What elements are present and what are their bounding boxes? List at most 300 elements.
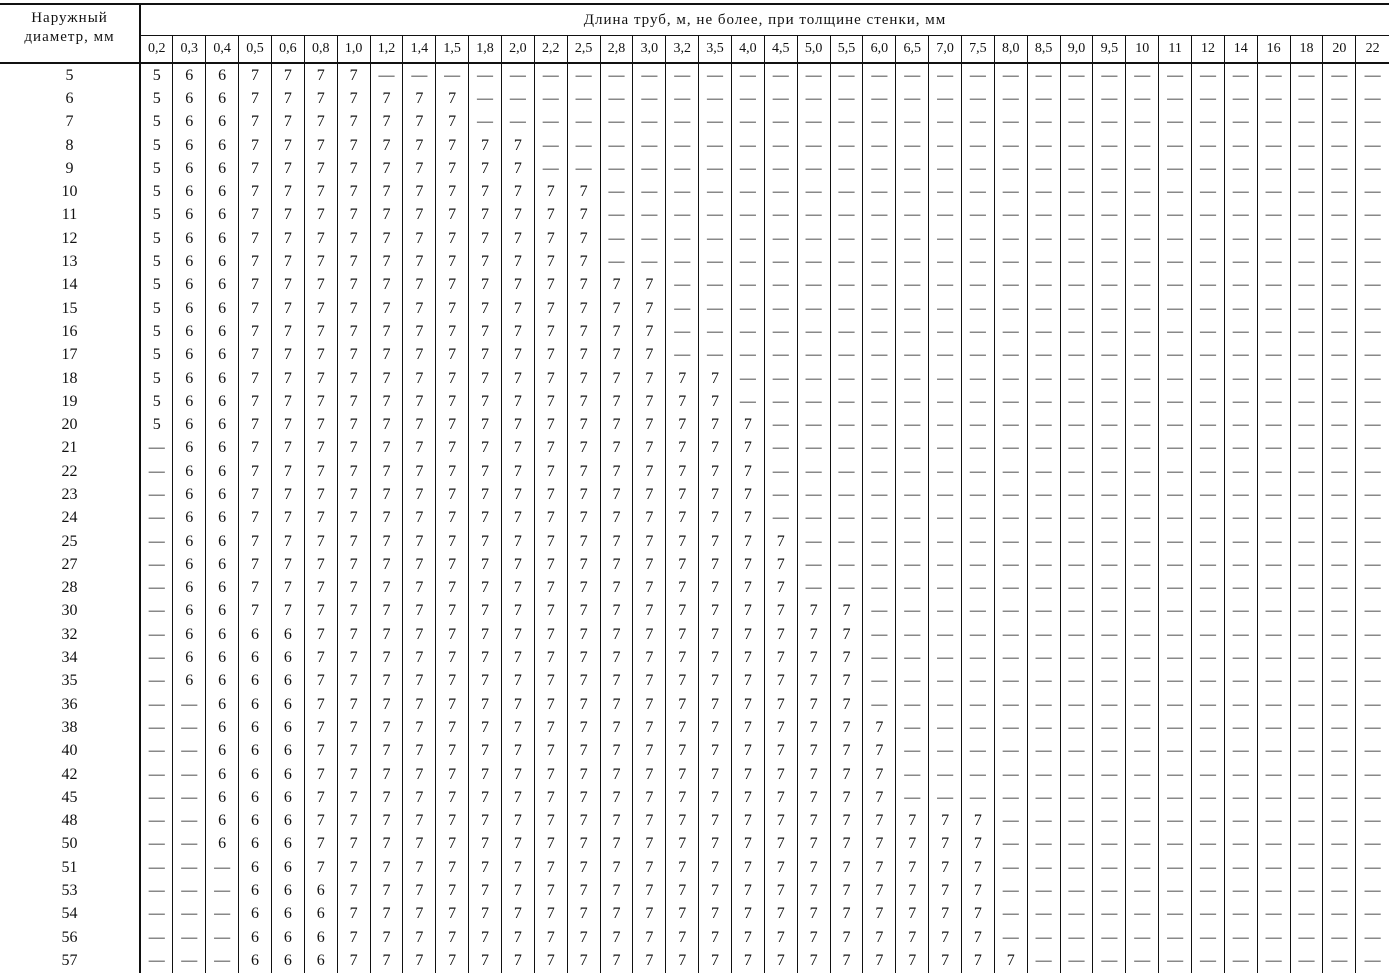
max-length-cell: 7 — [567, 810, 600, 833]
max-length-cell: — — [1126, 949, 1159, 972]
outer-diameter-cell: 27 — [0, 553, 140, 576]
max-length-cell: 7 — [764, 949, 797, 972]
max-length-cell: 7 — [403, 297, 436, 320]
max-length-cell: 7 — [403, 716, 436, 739]
max-length-cell: 7 — [764, 740, 797, 763]
max-length-cell: — — [1290, 623, 1323, 646]
max-length-cell: — — [731, 297, 764, 320]
max-length-cell: 6 — [173, 670, 206, 693]
max-length-cell: — — [994, 553, 1027, 576]
max-length-cell: — — [1159, 250, 1192, 273]
max-length-cell: 7 — [534, 530, 567, 553]
max-length-cell: — — [962, 367, 995, 390]
max-length-cell: — — [1356, 670, 1389, 693]
max-length-cell: 7 — [666, 740, 699, 763]
max-length-cell: 5 — [140, 63, 173, 87]
max-length-cell: — — [929, 577, 962, 600]
max-length-cell: — — [929, 763, 962, 786]
max-length-cell: 6 — [173, 134, 206, 157]
max-length-cell: — — [1093, 390, 1126, 413]
max-length-cell: 7 — [534, 413, 567, 436]
max-length-cell: 7 — [764, 856, 797, 879]
max-length-cell: 7 — [337, 87, 370, 110]
max-length-cell: 7 — [600, 810, 633, 833]
max-length-cell: — — [731, 227, 764, 250]
max-length-cell: 7 — [567, 833, 600, 856]
max-length-cell: — — [1159, 297, 1192, 320]
max-length-cell: 7 — [830, 600, 863, 623]
max-length-cell: — — [1192, 413, 1225, 436]
max-length-cell: 7 — [699, 856, 732, 879]
max-length-cell: — — [863, 134, 896, 157]
wall-thickness-header-cell: 12 — [1192, 36, 1225, 64]
max-length-cell: — — [1159, 833, 1192, 856]
max-length-cell: 6 — [206, 670, 239, 693]
max-length-cell: — — [1192, 833, 1225, 856]
max-length-cell: 7 — [534, 926, 567, 949]
max-length-cell: — — [1027, 903, 1060, 926]
max-length-cell: 7 — [304, 856, 337, 879]
max-length-cell: — — [1192, 250, 1225, 273]
outer-diameter-cell: 56 — [0, 926, 140, 949]
max-length-cell: 7 — [534, 623, 567, 646]
max-length-cell: — — [896, 600, 929, 623]
wall-thickness-header-cell: 18 — [1290, 36, 1323, 64]
max-length-cell: 7 — [501, 670, 534, 693]
max-length-cell: 7 — [699, 786, 732, 809]
max-length-cell: 7 — [469, 670, 502, 693]
max-length-cell: 7 — [436, 157, 469, 180]
max-length-cell: 7 — [863, 833, 896, 856]
max-length-cell: 7 — [666, 460, 699, 483]
max-length-cell: 7 — [830, 856, 863, 879]
max-length-cell: 7 — [830, 740, 863, 763]
max-length-cell: — — [1323, 786, 1356, 809]
max-length-cell: 6 — [271, 926, 304, 949]
max-length-cell: 7 — [764, 553, 797, 576]
max-length-cell: — — [567, 87, 600, 110]
max-length-cell: 7 — [370, 134, 403, 157]
max-length-cell: 7 — [666, 903, 699, 926]
max-length-cell: 7 — [370, 670, 403, 693]
max-length-cell: — — [1290, 297, 1323, 320]
max-length-cell: 7 — [501, 297, 534, 320]
max-length-cell: — — [1356, 413, 1389, 436]
max-length-cell: — — [1290, 670, 1323, 693]
max-length-cell: 6 — [271, 810, 304, 833]
max-length-cell: — — [1192, 390, 1225, 413]
max-length-cell: 7 — [863, 903, 896, 926]
max-length-cell: — — [173, 949, 206, 972]
max-length-cell: 7 — [304, 320, 337, 343]
max-length-cell: 7 — [436, 437, 469, 460]
max-length-cell: — — [173, 786, 206, 809]
max-length-cell: 7 — [403, 483, 436, 506]
max-length-cell: — — [929, 530, 962, 553]
max-length-cell: 7 — [304, 390, 337, 413]
max-length-cell: — — [863, 227, 896, 250]
max-length-cell: — — [1323, 227, 1356, 250]
max-length-cell: 7 — [567, 320, 600, 343]
max-length-cell: — — [896, 716, 929, 739]
max-length-cell: — — [1192, 577, 1225, 600]
max-length-cell: — — [1224, 763, 1257, 786]
max-length-cell: 7 — [436, 274, 469, 297]
max-length-cell: — — [830, 157, 863, 180]
max-length-cell: — — [1093, 507, 1126, 530]
max-length-cell: — — [666, 344, 699, 367]
max-length-cell: 7 — [370, 949, 403, 972]
max-length-cell: — — [1159, 553, 1192, 576]
table-row — [0, 810, 1389, 833]
max-length-cell: — — [1323, 600, 1356, 623]
max-length-cell: — — [797, 297, 830, 320]
max-length-cell: 6 — [271, 623, 304, 646]
max-length-cell: — — [1290, 274, 1323, 297]
max-length-cell: — — [1027, 63, 1060, 87]
max-length-cell: — — [1356, 344, 1389, 367]
max-length-cell: 7 — [600, 483, 633, 506]
max-length-cell: 7 — [337, 320, 370, 343]
table-row — [0, 390, 1389, 413]
max-length-cell: 7 — [337, 367, 370, 390]
max-length-cell: 7 — [436, 134, 469, 157]
max-length-cell: 7 — [436, 716, 469, 739]
max-length-cell: — — [994, 437, 1027, 460]
max-length-cell: 6 — [206, 530, 239, 553]
max-length-cell: — — [962, 553, 995, 576]
max-length-cell: 7 — [863, 810, 896, 833]
table-row — [0, 134, 1389, 157]
max-length-cell: — — [994, 483, 1027, 506]
max-length-cell: 7 — [633, 763, 666, 786]
max-length-cell: — — [666, 180, 699, 203]
max-length-cell: 7 — [337, 646, 370, 669]
max-length-cell: — — [1126, 390, 1159, 413]
max-length-cell: — — [1323, 693, 1356, 716]
max-length-cell: 6 — [206, 553, 239, 576]
max-length-cell: — — [1192, 530, 1225, 553]
max-length-cell: 7 — [304, 577, 337, 600]
max-length-cell: 7 — [501, 227, 534, 250]
max-length-cell: 7 — [436, 763, 469, 786]
table-row — [0, 926, 1389, 949]
max-length-cell: — — [994, 413, 1027, 436]
max-length-cell: — — [1323, 390, 1356, 413]
max-length-cell: 7 — [633, 460, 666, 483]
max-length-cell: 7 — [633, 786, 666, 809]
max-length-cell: 7 — [469, 623, 502, 646]
max-length-cell: — — [1159, 763, 1192, 786]
max-length-cell: 7 — [271, 600, 304, 623]
max-length-cell: — — [1224, 600, 1257, 623]
max-length-cell: 7 — [370, 926, 403, 949]
max-length-cell: — — [1159, 530, 1192, 553]
max-length-cell: — — [1159, 926, 1192, 949]
max-length-cell: 6 — [206, 413, 239, 436]
max-length-cell: — — [1290, 646, 1323, 669]
max-length-cell: 7 — [370, 716, 403, 739]
max-length-cell: — — [1060, 87, 1093, 110]
max-length-cell: 7 — [271, 577, 304, 600]
max-length-cell: 7 — [633, 507, 666, 530]
max-length-cell: — — [994, 134, 1027, 157]
max-length-cell: — — [830, 111, 863, 134]
max-length-cell: 7 — [304, 553, 337, 576]
max-length-cell: — — [1093, 926, 1126, 949]
max-length-cell: — — [1093, 204, 1126, 227]
max-length-cell: 7 — [600, 926, 633, 949]
wall-thickness-header-cell: 2,5 — [567, 36, 600, 64]
max-length-cell: — — [1060, 250, 1093, 273]
table-row — [0, 483, 1389, 506]
max-length-cell: 7 — [370, 180, 403, 203]
max-length-cell: — — [1192, 344, 1225, 367]
max-length-cell: 7 — [304, 740, 337, 763]
max-length-cell: 7 — [304, 297, 337, 320]
max-length-cell: 7 — [731, 646, 764, 669]
max-length-cell: 7 — [600, 530, 633, 553]
max-length-cell: 7 — [633, 577, 666, 600]
max-length-cell: — — [699, 297, 732, 320]
max-length-cell: 7 — [501, 856, 534, 879]
max-length-cell: 7 — [731, 763, 764, 786]
max-length-cell: 7 — [534, 646, 567, 669]
max-length-cell: 7 — [666, 530, 699, 553]
max-length-cell: 7 — [469, 530, 502, 553]
max-length-cell: 7 — [304, 111, 337, 134]
max-length-cell: — — [896, 367, 929, 390]
wall-thickness-header-cell: 9,0 — [1060, 36, 1093, 64]
max-length-cell: 7 — [797, 740, 830, 763]
max-length-cell: — — [962, 437, 995, 460]
wall-thickness-header-cell: 1,0 — [337, 36, 370, 64]
max-length-cell: — — [1290, 367, 1323, 390]
max-length-cell: — — [896, 157, 929, 180]
outer-diameter-cell: 42 — [0, 763, 140, 786]
max-length-cell: 7 — [403, 926, 436, 949]
max-length-cell: 7 — [469, 297, 502, 320]
max-length-cell: 7 — [567, 763, 600, 786]
max-length-cell: 7 — [830, 693, 863, 716]
max-length-cell: — — [994, 344, 1027, 367]
table-row — [0, 530, 1389, 553]
max-length-cell: — — [830, 344, 863, 367]
max-length-cell: — — [1257, 483, 1290, 506]
max-length-cell: 7 — [370, 483, 403, 506]
max-length-cell: 6 — [173, 530, 206, 553]
max-length-cell: 7 — [370, 693, 403, 716]
max-length-cell: — — [994, 367, 1027, 390]
max-length-cell: — — [173, 740, 206, 763]
max-length-cell: 7 — [436, 646, 469, 669]
max-length-cell: — — [1027, 390, 1060, 413]
max-length-cell: 7 — [469, 693, 502, 716]
max-length-cell: 7 — [403, 180, 436, 203]
max-length-cell: 7 — [501, 320, 534, 343]
max-length-cell: — — [173, 903, 206, 926]
max-length-cell: — — [1192, 157, 1225, 180]
wall-thickness-header-cell: 0,5 — [239, 36, 272, 64]
max-length-cell: 7 — [633, 320, 666, 343]
max-length-cell: — — [1093, 786, 1126, 809]
max-length-cell: 7 — [600, 367, 633, 390]
max-length-cell: 7 — [403, 390, 436, 413]
max-length-cell: — — [1060, 507, 1093, 530]
max-length-cell: — — [1027, 693, 1060, 716]
max-length-cell: — — [1290, 507, 1323, 530]
max-length-cell: 6 — [304, 879, 337, 902]
max-length-cell: — — [1192, 483, 1225, 506]
max-length-cell: 6 — [271, 786, 304, 809]
max-length-cell: — — [1356, 786, 1389, 809]
max-length-cell: — — [1126, 204, 1159, 227]
max-length-cell: — — [1060, 740, 1093, 763]
max-length-cell: — — [764, 227, 797, 250]
max-length-cell: 6 — [173, 157, 206, 180]
wall-thickness-header-cell: 8,5 — [1027, 36, 1060, 64]
max-length-cell: 7 — [370, 530, 403, 553]
max-length-cell: — — [929, 63, 962, 87]
max-length-cell: — — [1060, 437, 1093, 460]
max-length-cell: — — [1126, 530, 1159, 553]
max-length-cell: 7 — [501, 577, 534, 600]
max-length-cell: 7 — [962, 833, 995, 856]
max-length-cell: 7 — [239, 437, 272, 460]
max-length-cell: 7 — [863, 716, 896, 739]
max-length-cell: 7 — [962, 856, 995, 879]
max-length-cell: 7 — [567, 437, 600, 460]
wall-thickness-header-row — [0, 36, 1389, 64]
max-length-cell: 7 — [896, 810, 929, 833]
max-length-cell: 7 — [337, 949, 370, 972]
max-length-cell: 7 — [304, 204, 337, 227]
max-length-cell: 7 — [633, 390, 666, 413]
max-length-cell: — — [1323, 87, 1356, 110]
max-length-cell: — — [1093, 367, 1126, 390]
max-length-cell: — — [436, 63, 469, 87]
max-length-cell: 7 — [469, 577, 502, 600]
max-length-cell: — — [896, 227, 929, 250]
table-row — [0, 693, 1389, 716]
max-length-cell: — — [140, 530, 173, 553]
max-length-cell: 7 — [304, 530, 337, 553]
max-length-cell: 7 — [239, 344, 272, 367]
max-length-cell: 7 — [929, 926, 962, 949]
max-length-cell: 7 — [764, 903, 797, 926]
max-length-cell: — — [1093, 134, 1126, 157]
max-length-cell: 6 — [206, 344, 239, 367]
max-length-cell: — — [1224, 180, 1257, 203]
max-length-cell: — — [1060, 577, 1093, 600]
max-length-cell: 7 — [633, 623, 666, 646]
max-length-cell: — — [1093, 460, 1126, 483]
max-length-cell: — — [1060, 833, 1093, 856]
max-length-cell: 6 — [206, 111, 239, 134]
max-length-cell: 7 — [666, 600, 699, 623]
max-length-cell: — — [1159, 879, 1192, 902]
max-length-cell: — — [994, 646, 1027, 669]
max-length-cell: 7 — [337, 63, 370, 87]
max-length-cell: — — [1060, 274, 1093, 297]
max-length-cell: 7 — [469, 483, 502, 506]
max-length-cell: 7 — [403, 553, 436, 576]
max-length-cell: — — [1060, 111, 1093, 134]
max-length-cell: 7 — [304, 716, 337, 739]
max-length-cell: — — [994, 157, 1027, 180]
max-length-cell: 7 — [337, 483, 370, 506]
max-length-cell: — — [830, 413, 863, 436]
max-length-cell: 7 — [600, 320, 633, 343]
max-length-cell: — — [1290, 63, 1323, 87]
max-length-cell: 7 — [337, 460, 370, 483]
max-length-cell: 7 — [271, 63, 304, 87]
max-length-cell: — — [1093, 833, 1126, 856]
max-length-cell: 7 — [370, 600, 403, 623]
max-length-cell: — — [731, 63, 764, 87]
max-length-cell: — — [633, 250, 666, 273]
max-length-cell: — — [1126, 833, 1159, 856]
max-length-cell: 7 — [600, 413, 633, 436]
max-length-cell: 7 — [534, 460, 567, 483]
max-length-cell: 7 — [304, 180, 337, 203]
max-length-cell: 6 — [173, 320, 206, 343]
max-length-cell: 7 — [633, 833, 666, 856]
max-length-cell: — — [1356, 111, 1389, 134]
max-length-cell: 7 — [699, 623, 732, 646]
max-length-cell: 5 — [140, 367, 173, 390]
max-length-cell: — — [929, 623, 962, 646]
max-length-cell: — — [1323, 763, 1356, 786]
max-length-cell: — — [896, 344, 929, 367]
max-length-cell: — — [1126, 926, 1159, 949]
max-length-cell: 7 — [797, 786, 830, 809]
max-length-cell: 7 — [731, 437, 764, 460]
max-length-cell: 7 — [666, 833, 699, 856]
max-length-cell: 7 — [469, 507, 502, 530]
max-length-cell: 7 — [534, 786, 567, 809]
max-length-cell: — — [830, 134, 863, 157]
max-length-cell: — — [863, 693, 896, 716]
max-length-cell: 7 — [337, 716, 370, 739]
max-length-cell: 7 — [666, 553, 699, 576]
max-length-cell: 7 — [337, 786, 370, 809]
max-length-cell: 7 — [666, 786, 699, 809]
max-length-cell: — — [1126, 600, 1159, 623]
max-length-cell: — — [994, 204, 1027, 227]
max-length-cell: 6 — [206, 157, 239, 180]
max-length-cell: — — [764, 507, 797, 530]
max-length-cell: — — [994, 623, 1027, 646]
max-length-cell: — — [666, 320, 699, 343]
max-length-cell: 7 — [600, 600, 633, 623]
max-length-cell: 7 — [403, 786, 436, 809]
max-length-cell: — — [830, 507, 863, 530]
max-length-cell: 7 — [534, 903, 567, 926]
max-length-cell: 7 — [699, 577, 732, 600]
max-length-cell: — — [1093, 810, 1126, 833]
max-length-cell: 7 — [731, 716, 764, 739]
max-length-cell: — — [1159, 320, 1192, 343]
max-length-cell: 7 — [469, 134, 502, 157]
max-length-cell: 7 — [797, 670, 830, 693]
max-length-cell: — — [962, 250, 995, 273]
max-length-cell: — — [1126, 646, 1159, 669]
max-length-cell: — — [994, 250, 1027, 273]
max-length-cell: 7 — [534, 670, 567, 693]
max-length-cell: — — [962, 507, 995, 530]
max-length-cell: — — [830, 274, 863, 297]
